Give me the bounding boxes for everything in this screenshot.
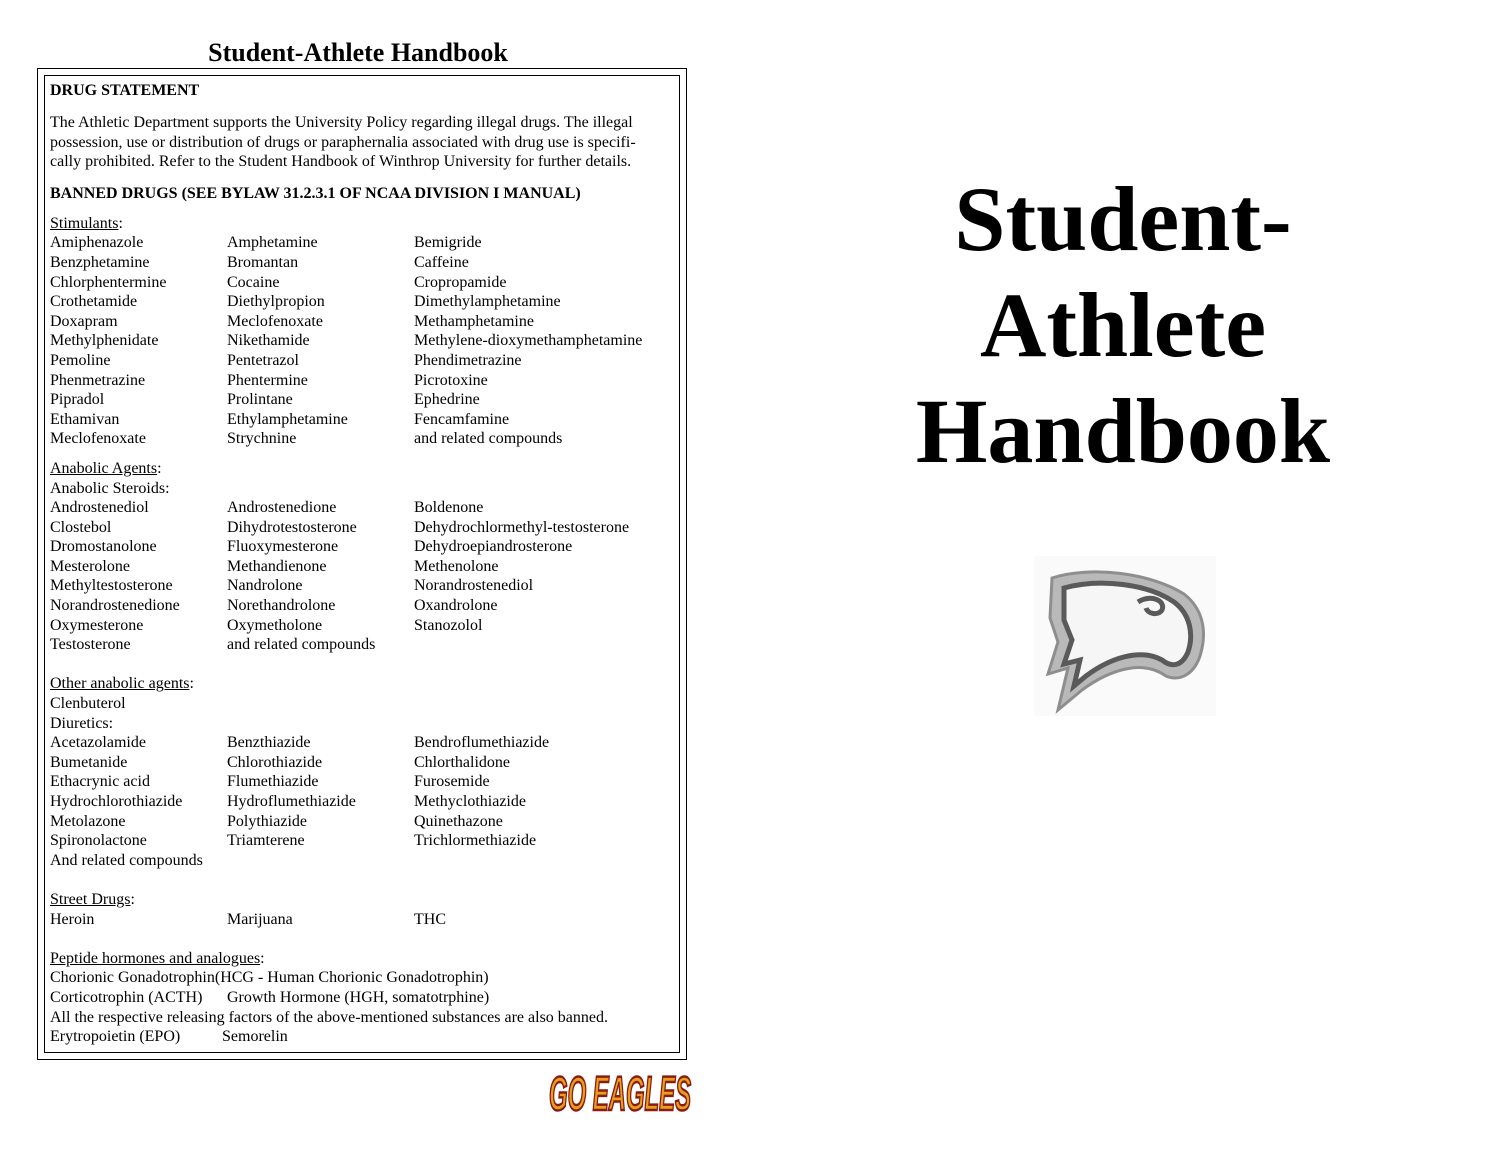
drug-name: Hydrochlorothiazide (50, 793, 183, 810)
drug-name: Diethylpropion (227, 293, 325, 311)
drug-name: Mesterolone (50, 557, 130, 575)
paragraph-line: cally prohibited. Refer to the Student Handbook of Winthrop University for further details. (50, 153, 632, 171)
drug-name: Quinethazone (414, 812, 503, 830)
go-eagles-logo (546, 1066, 694, 1120)
go-eagles-text: GO EAGLES (549, 1068, 691, 1121)
drug-name: Spironolactone (50, 832, 147, 850)
drug-name: Chlorothiazide (227, 753, 323, 771)
drug-name: Testosterone (50, 636, 131, 654)
drug-name: Ethylamphetamine (227, 410, 348, 428)
drug-name: Clostebol (50, 518, 112, 536)
drug-name: Androstenediol (50, 499, 149, 517)
drug-name: Cropropamide (414, 273, 507, 291)
drug-row (50, 312, 680, 332)
drug-name: Ephedrine (414, 391, 480, 409)
drug-name: Phenmetrazine (50, 371, 146, 389)
drug-name: Amphetamine (227, 234, 318, 252)
drug-name: Doxapram (50, 312, 118, 330)
drug-name: Bendroflumethiazide (414, 734, 550, 752)
diuretics-list (50, 733, 680, 851)
drug-name: Methylphenidate (50, 332, 159, 350)
drug-row (50, 253, 680, 273)
drug-name: Trichlormethiazide (414, 832, 537, 850)
drug-name: Acetazolamide (50, 734, 146, 752)
drug-name: Chlorthalidone (414, 753, 510, 771)
drug-name: Triamterene (227, 832, 305, 850)
drug-row (50, 753, 680, 773)
drug-row (50, 429, 680, 449)
drug-name: Hydroflumethiazide (227, 793, 356, 810)
drug-row (50, 410, 680, 430)
drug-name: Oxandrolone (414, 597, 498, 615)
drug-name: Stanozolol (414, 616, 483, 634)
eagle-head-icon (1034, 556, 1216, 716)
peptide-line: Chorionic Gonadotrophin(HCG - Human Chorionic Gonadotrophin) (50, 969, 489, 987)
drug-row (50, 557, 680, 577)
drug-name: Methandienone (227, 557, 327, 575)
drug-name: Phentermine (227, 371, 308, 389)
cover-title-line: Athlete (979, 274, 1267, 376)
drug-name: Methyltestosterone (50, 577, 173, 595)
drug-name: THC (414, 910, 446, 928)
drug-name: Norethandrolone (227, 597, 336, 615)
drug-name: Methenolone (414, 557, 499, 575)
drug-row (50, 812, 680, 832)
drug-name: Crothetamide (50, 293, 138, 311)
drug-name: Nikethamide (227, 332, 310, 350)
drug-name: Caffeine (414, 253, 469, 271)
drug-name: Methyclothiazide (414, 793, 526, 810)
drug-row (50, 351, 680, 371)
drug-row (50, 772, 680, 792)
drug-name: Heroin (50, 910, 95, 928)
drug-name: Meclofenoxate (50, 430, 146, 448)
drug-name: Ethamivan (50, 410, 120, 428)
drug-name: Strychnine (227, 430, 297, 448)
stimulants-label: Stimulants: (50, 214, 123, 232)
drug-row (50, 616, 680, 636)
cover-title (880, 166, 1366, 484)
drug-name: Dihydrotestosterone (227, 518, 357, 536)
drug-row (50, 537, 680, 557)
drug-row (50, 498, 680, 518)
drug-name: Amiphenazole (50, 234, 144, 252)
drug-name: Chlorphentermine (50, 273, 167, 291)
drug-name: Nandrolone (227, 577, 303, 595)
drug-name: Bemigride (414, 234, 482, 252)
banned-drugs-heading: BANNED DRUGS (SEE BYLAW 31.2.3.1 OF NCAA DIVISION I MANUAL) (50, 184, 581, 202)
drug-name: Pentetrazol (227, 351, 299, 369)
drug-name: Boldenone (414, 499, 484, 517)
drug-row (50, 331, 680, 351)
drug-name: Benzthiazide (227, 734, 311, 752)
drug-row (50, 371, 680, 391)
peptide-line: All the respective releasing factors of the above-mentioned substances are also banned. (50, 1008, 609, 1026)
diuretics-footer: And related compounds (50, 851, 203, 869)
drug-name: Bromantan (227, 253, 299, 271)
street-drugs-label: Street Drugs: (50, 890, 135, 908)
drug-name: Methamphetamine (414, 312, 534, 330)
drug-name: Dimethylamphetamine (414, 293, 561, 311)
drug-name: Bumetanide (50, 753, 128, 771)
drug-name: Erytropoietin (EPO) (50, 1028, 181, 1046)
drug-name: Prolintane (227, 391, 293, 409)
drug-name: Dehydroepiandrosterone (414, 538, 573, 556)
drug-row (50, 635, 680, 655)
peptide-row (50, 1027, 680, 1047)
drug-name: Norandrostenedione (50, 597, 180, 615)
drug-name: Oxymetholone (227, 616, 323, 634)
anabolic-steroids-label: Anabolic Steroids: (50, 479, 170, 497)
drug-name: Dehydrochlormethyl-testosterone (414, 518, 630, 536)
drug-row (50, 831, 680, 851)
page-title: Student-Athlete Handbook (208, 38, 508, 67)
drug-row (50, 273, 680, 293)
cover-title-line: Handbook (915, 380, 1331, 482)
cover-title-line: Student- (954, 168, 1292, 270)
other-anabolic-label: Other anabolic agents: (50, 675, 194, 693)
drug-name: Furosemide (414, 773, 490, 791)
drug-name: Phendimetrazine (414, 351, 522, 369)
drug-row (50, 596, 680, 616)
drug-row (50, 792, 680, 812)
drug-name: Oxymesterone (50, 616, 144, 634)
drug-name: Norandrostenediol (414, 577, 534, 595)
clenbuterol-item: Clenbuterol (50, 695, 126, 713)
paragraph-line: possession, use or distribution of drugs or paraphernalia associated with drug use is specifi- (50, 133, 636, 151)
drug-name: Picrotoxine (414, 371, 488, 389)
drug-name: Corticotrophin (ACTH) (50, 988, 203, 1006)
stimulants-list (50, 233, 680, 449)
drug-row (50, 576, 680, 596)
peptide-label: Peptide hormones and analogues: (50, 949, 265, 967)
drug-statement-paragraph (50, 113, 680, 172)
drug-policy-content (50, 81, 680, 1047)
street-drugs-row (50, 910, 680, 930)
drug-name: Growth Hormone (HGH, somatotrphine) (227, 988, 490, 1006)
drug-name: Methylene-dioxymethamphetamine (414, 332, 643, 350)
drug-name: Semorelin (222, 1028, 288, 1046)
drug-row (50, 733, 680, 753)
drug-row (50, 390, 680, 410)
drug-name: Metolazone (50, 812, 126, 830)
anabolic-steroids-list (50, 498, 680, 655)
drug-name: Androstenedione (227, 499, 337, 517)
drug-name: Flumethiazide (227, 773, 319, 791)
paragraph-line: The Athletic Department supports the University Policy regarding illegal drugs. The illegal (50, 114, 633, 131)
drug-name: Benzphetamine (50, 253, 150, 271)
drug-name: and related compounds (227, 636, 376, 654)
drug-name: Ethacrynic acid (50, 773, 150, 791)
drug-name: Pipradol (50, 391, 105, 409)
drug-row (50, 292, 680, 312)
drug-name: Marijuana (227, 910, 293, 928)
drug-name: and related compounds (414, 430, 563, 448)
drug-name: Fencamfamine (414, 410, 510, 428)
drug-name: Meclofenoxate (227, 312, 323, 330)
drug-name: Pemoline (50, 351, 111, 369)
drug-statement-heading: DRUG STATEMENT (50, 82, 200, 99)
drug-name: Cocaine (227, 273, 280, 291)
drug-name: Dromostanolone (50, 538, 157, 556)
anabolic-agents-label: Anabolic Agents: (50, 459, 162, 477)
drug-name: Polythiazide (227, 812, 307, 830)
diuretics-label: Diuretics: (50, 714, 114, 732)
drug-name: Fluoxymesterone (227, 538, 339, 556)
drug-row (50, 233, 680, 253)
peptide-row (50, 988, 680, 1008)
drug-row (50, 518, 680, 538)
